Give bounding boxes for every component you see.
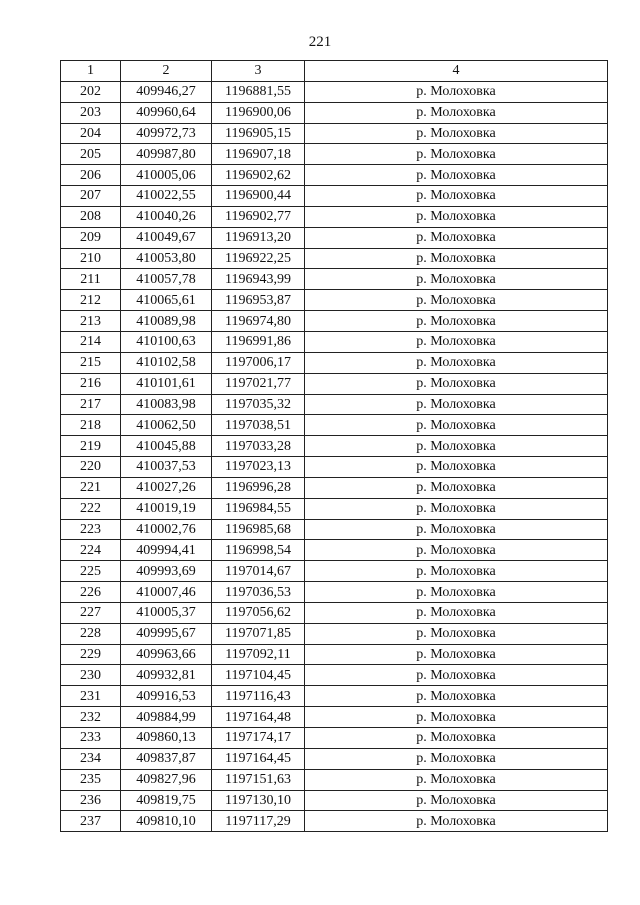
description-cell: р. Молоховка	[305, 415, 608, 436]
description-cell: р. Молоховка	[305, 290, 608, 311]
point-number-cell: 236	[61, 790, 121, 811]
y-coordinate-cell: 1196902,77	[212, 206, 305, 227]
table-row	[61, 144, 608, 165]
x-coordinate-cell: 410065,61	[121, 290, 212, 311]
y-coordinate-cell: 1196943,99	[212, 269, 305, 290]
point-number-cell: 220	[61, 457, 121, 478]
y-coordinate-cell: 1196991,86	[212, 331, 305, 352]
x-coordinate-cell: 410062,50	[121, 415, 212, 436]
table-row	[61, 623, 608, 644]
y-coordinate-cell: 1196913,20	[212, 227, 305, 248]
description-cell: р. Молоховка	[305, 394, 608, 415]
y-coordinate-cell: 1197164,48	[212, 707, 305, 728]
description-cell: р. Молоховка	[305, 269, 608, 290]
point-number-cell: 234	[61, 748, 121, 769]
description-cell: р. Молоховка	[305, 686, 608, 707]
point-number-cell: 235	[61, 769, 121, 790]
description-cell: р. Молоховка	[305, 457, 608, 478]
y-coordinate-cell: 1196900,06	[212, 102, 305, 123]
x-coordinate-cell: 410053,80	[121, 248, 212, 269]
description-cell: р. Молоховка	[305, 519, 608, 540]
coordinates-table	[60, 60, 608, 832]
x-coordinate-cell: 410102,58	[121, 352, 212, 373]
x-coordinate-cell: 410101,61	[121, 373, 212, 394]
table-row	[61, 457, 608, 478]
table-row	[61, 477, 608, 498]
point-number-cell: 212	[61, 290, 121, 311]
table-row	[61, 582, 608, 603]
y-coordinate-cell: 1196881,55	[212, 81, 305, 102]
y-coordinate-cell: 1197023,13	[212, 457, 305, 478]
y-coordinate-cell: 1196922,25	[212, 248, 305, 269]
x-coordinate-cell: 410005,06	[121, 165, 212, 186]
point-number-cell: 210	[61, 248, 121, 269]
point-number-cell: 217	[61, 394, 121, 415]
description-cell: р. Молоховка	[305, 790, 608, 811]
point-number-cell: 218	[61, 415, 121, 436]
table-header-row	[61, 61, 608, 82]
point-number-cell: 227	[61, 602, 121, 623]
point-number-cell: 215	[61, 352, 121, 373]
x-coordinate-cell: 410089,98	[121, 311, 212, 332]
x-coordinate-cell: 409837,87	[121, 748, 212, 769]
point-number-cell: 206	[61, 165, 121, 186]
description-cell: р. Молоховка	[305, 602, 608, 623]
table-row	[61, 519, 608, 540]
table-row	[61, 811, 608, 832]
table-row	[61, 165, 608, 186]
table-row	[61, 790, 608, 811]
point-number-cell: 232	[61, 707, 121, 728]
y-coordinate-cell: 1197021,77	[212, 373, 305, 394]
table-row	[61, 436, 608, 457]
point-number-cell: 202	[61, 81, 121, 102]
table-row	[61, 540, 608, 561]
y-coordinate-cell: 1196902,62	[212, 165, 305, 186]
point-number-cell: 204	[61, 123, 121, 144]
y-coordinate-cell: 1196900,44	[212, 186, 305, 207]
point-number-cell: 237	[61, 811, 121, 832]
x-coordinate-cell: 410049,67	[121, 227, 212, 248]
description-cell: р. Молоховка	[305, 248, 608, 269]
point-number-cell: 230	[61, 665, 121, 686]
y-coordinate-cell: 1197006,17	[212, 352, 305, 373]
table-row	[61, 498, 608, 519]
x-coordinate-cell: 409932,81	[121, 665, 212, 686]
description-cell: р. Молоховка	[305, 206, 608, 227]
x-coordinate-cell: 409993,69	[121, 561, 212, 582]
y-coordinate-cell: 1197116,43	[212, 686, 305, 707]
table-row	[61, 415, 608, 436]
description-cell: р. Молоховка	[305, 331, 608, 352]
description-cell: р. Молоховка	[305, 769, 608, 790]
x-coordinate-cell: 410002,76	[121, 519, 212, 540]
page-number: 221	[308, 34, 332, 50]
table-row	[61, 186, 608, 207]
table-row	[61, 707, 608, 728]
point-number-cell: 207	[61, 186, 121, 207]
point-number-cell: 209	[61, 227, 121, 248]
point-number-cell: 221	[61, 477, 121, 498]
x-coordinate-cell: 409946,27	[121, 81, 212, 102]
table-row	[61, 352, 608, 373]
y-coordinate-cell: 1197071,85	[212, 623, 305, 644]
table-row	[61, 123, 608, 144]
description-cell: р. Молоховка	[305, 227, 608, 248]
point-number-cell: 211	[61, 269, 121, 290]
table-row	[61, 206, 608, 227]
y-coordinate-cell: 1197130,10	[212, 790, 305, 811]
description-cell: р. Молоховка	[305, 81, 608, 102]
y-coordinate-cell: 1197033,28	[212, 436, 305, 457]
point-number-cell: 224	[61, 540, 121, 561]
description-cell: р. Молоховка	[305, 561, 608, 582]
table-row	[61, 227, 608, 248]
table-row	[61, 769, 608, 790]
y-coordinate-cell: 1196953,87	[212, 290, 305, 311]
x-coordinate-cell: 410005,37	[121, 602, 212, 623]
table-row	[61, 748, 608, 769]
table-row	[61, 81, 608, 102]
x-coordinate-cell: 409819,75	[121, 790, 212, 811]
column-header-4: 4	[305, 61, 608, 82]
y-coordinate-cell: 1196905,15	[212, 123, 305, 144]
column-header-3: 3	[212, 61, 305, 82]
description-cell: р. Молоховка	[305, 144, 608, 165]
x-coordinate-cell: 409972,73	[121, 123, 212, 144]
point-number-cell: 214	[61, 331, 121, 352]
x-coordinate-cell: 410040,26	[121, 206, 212, 227]
y-coordinate-cell: 1197056,62	[212, 602, 305, 623]
description-cell: р. Молоховка	[305, 311, 608, 332]
point-number-cell: 228	[61, 623, 121, 644]
table-row	[61, 686, 608, 707]
table-row	[61, 290, 608, 311]
description-cell: р. Молоховка	[305, 123, 608, 144]
point-number-cell: 226	[61, 582, 121, 603]
y-coordinate-cell: 1196998,54	[212, 540, 305, 561]
description-cell: р. Молоховка	[305, 498, 608, 519]
table-row	[61, 373, 608, 394]
point-number-cell: 223	[61, 519, 121, 540]
point-number-cell: 208	[61, 206, 121, 227]
y-coordinate-cell: 1196996,28	[212, 477, 305, 498]
y-coordinate-cell: 1197164,45	[212, 748, 305, 769]
y-coordinate-cell: 1196984,55	[212, 498, 305, 519]
description-cell: р. Молоховка	[305, 665, 608, 686]
table-row	[61, 602, 608, 623]
description-cell: р. Молоховка	[305, 707, 608, 728]
point-number-cell: 229	[61, 644, 121, 665]
x-coordinate-cell: 409810,10	[121, 811, 212, 832]
point-number-cell: 222	[61, 498, 121, 519]
table-row	[61, 561, 608, 582]
y-coordinate-cell: 1197038,51	[212, 415, 305, 436]
table-row	[61, 665, 608, 686]
x-coordinate-cell: 409960,64	[121, 102, 212, 123]
point-number-cell: 233	[61, 728, 121, 749]
description-cell: р. Молоховка	[305, 728, 608, 749]
description-cell: р. Молоховка	[305, 811, 608, 832]
y-coordinate-cell: 1197151,63	[212, 769, 305, 790]
y-coordinate-cell: 1197117,29	[212, 811, 305, 832]
description-cell: р. Молоховка	[305, 352, 608, 373]
x-coordinate-cell: 410045,88	[121, 436, 212, 457]
x-coordinate-cell: 410022,55	[121, 186, 212, 207]
table-row	[61, 394, 608, 415]
y-coordinate-cell: 1197104,45	[212, 665, 305, 686]
y-coordinate-cell: 1197036,53	[212, 582, 305, 603]
table-body	[61, 81, 608, 831]
column-header-1: 1	[61, 61, 121, 82]
table-row	[61, 102, 608, 123]
x-coordinate-cell: 410007,46	[121, 582, 212, 603]
point-number-cell: 203	[61, 102, 121, 123]
table-row	[61, 269, 608, 290]
table-row	[61, 248, 608, 269]
point-number-cell: 231	[61, 686, 121, 707]
description-cell: р. Молоховка	[305, 540, 608, 561]
point-number-cell: 219	[61, 436, 121, 457]
x-coordinate-cell: 409860,13	[121, 728, 212, 749]
y-coordinate-cell: 1196907,18	[212, 144, 305, 165]
x-coordinate-cell: 409916,53	[121, 686, 212, 707]
description-cell: р. Молоховка	[305, 436, 608, 457]
x-coordinate-cell: 410037,53	[121, 457, 212, 478]
description-cell: р. Молоховка	[305, 165, 608, 186]
y-coordinate-cell: 1196985,68	[212, 519, 305, 540]
description-cell: р. Молоховка	[305, 623, 608, 644]
point-number-cell: 216	[61, 373, 121, 394]
y-coordinate-cell: 1196974,80	[212, 311, 305, 332]
point-number-cell: 205	[61, 144, 121, 165]
description-cell: р. Молоховка	[305, 644, 608, 665]
table-row	[61, 331, 608, 352]
y-coordinate-cell: 1197174,17	[212, 728, 305, 749]
column-header-2: 2	[121, 61, 212, 82]
description-cell: р. Молоховка	[305, 582, 608, 603]
description-cell: р. Молоховка	[305, 748, 608, 769]
point-number-cell: 225	[61, 561, 121, 582]
x-coordinate-cell: 409827,96	[121, 769, 212, 790]
description-cell: р. Молоховка	[305, 477, 608, 498]
table-row	[61, 311, 608, 332]
description-cell: р. Молоховка	[305, 102, 608, 123]
x-coordinate-cell: 409963,66	[121, 644, 212, 665]
table-row	[61, 644, 608, 665]
x-coordinate-cell: 410027,26	[121, 477, 212, 498]
x-coordinate-cell: 409884,99	[121, 707, 212, 728]
y-coordinate-cell: 1197014,67	[212, 561, 305, 582]
x-coordinate-cell: 409994,41	[121, 540, 212, 561]
table-row	[61, 728, 608, 749]
y-coordinate-cell: 1197092,11	[212, 644, 305, 665]
x-coordinate-cell: 410019,19	[121, 498, 212, 519]
x-coordinate-cell: 410100,63	[121, 331, 212, 352]
x-coordinate-cell: 409995,67	[121, 623, 212, 644]
description-cell: р. Молоховка	[305, 186, 608, 207]
x-coordinate-cell: 410083,98	[121, 394, 212, 415]
x-coordinate-cell: 410057,78	[121, 269, 212, 290]
x-coordinate-cell: 409987,80	[121, 144, 212, 165]
description-cell: р. Молоховка	[305, 373, 608, 394]
point-number-cell: 213	[61, 311, 121, 332]
y-coordinate-cell: 1197035,32	[212, 394, 305, 415]
